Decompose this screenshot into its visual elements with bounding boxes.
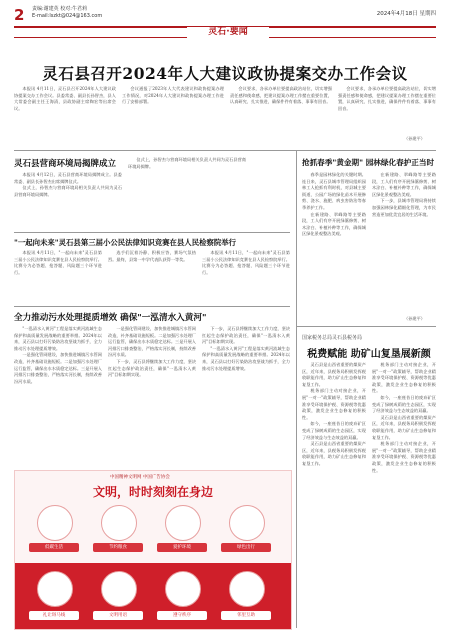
poster-label: 绿色出行 [221,543,271,552]
headline-greening: 抢抓春季"黄金期" 园林绿化春护正当时 [302,158,435,167]
paragraph: 如今，一座座昔日的废弃矿区变成了绿树成荫的生态园区，实现了经济效益与生态效益的双赢。 [372,394,436,414]
paragraph: 灵石县是山西省重要的煤炭产区，近年来，县税务局积极发挥税收职能作用，助力矿山生态修复和复垦工作。 [302,362,366,387]
main-article-col1 [14,86,116,146]
paragraph: 税务部门主动对接企业，开展"一对一"政策辅导，帮助企业精准享受环境保护税、资源税等优惠政策，激发企业生态修复的积极性。 [372,441,436,473]
headline-law-contest: "一起向未来"灵石县第三届小公民法律知识竞赛在县人民检察院举行 [14,238,237,247]
business-bureau-text-2 [128,157,246,229]
tax-col1 [302,362,366,628]
paragraph: 灵石县是山西省重要的煤炭产区，近年来，县税务局积极发挥税收职能作用，助力矿山生态修复和复垦工作。 [372,414,436,440]
greening-author: （孙建平） [404,316,425,321]
headline-sewage: 全力推动污水处理提质增效 确保"一泓清水入黄河" [14,313,207,323]
poster-label: 节约粮食 [93,543,143,552]
main-article-col2 [122,86,224,146]
civility-poster [14,470,292,630]
poster-label: 低碳生活 [29,543,79,552]
paragraph: 一是强化管网建设，加快推进城镇污水管网改造，补齐基础设施短板。二是加强污水处理厂运行监管，确保出水水质稳定达标。三是开展入河排污口排查整治，严格落实河长制，持续改善汾河水质。 [14,352,102,384]
business-bureau-text [14,172,122,228]
paragraph: 会议通报了2023年人大代表建议和政协提案办理工作情况，对2024年人大建议和政协提案办理工作进行了安排部署。 [122,86,224,105]
headline-tax: 税费赋能 助矿山复垦展新颜 [307,349,431,360]
paragraph: 税务部门主动对接企业，开展"一对一"政策辅导，帮助企业精准享受环境保护税、资源税等优惠政策，激发企业生态修复的积极性。 [372,362,436,394]
main-article-col4 [338,86,436,128]
greening-col2 [372,172,436,312]
paragraph: 春季是园林绿化的关键时期。连日来，灵石县城市管理局组织园林工人抢抓有利时机，对县城主要街道、公园广场的绿化苗木开展修剪、浇水、施肥、病虫害防治等春季养护工作。 [302,172,366,210]
paragraph: 仪式上，孙智杰与营商环境局相关负责人共同为灵石县营商环境局揭牌。 [128,157,246,169]
editor-line: 责编:谢建英 校对:牛君莉 [32,6,87,12]
paragraph: 一是强化管网建设，加快推进城镇污水管网改造，补齐基础设施短板。二是加强污水处理厂运行监管，确保出水水质稳定达标。三是开展入河排污口排查整治，严格落实河长制，持续改善汾河水质。 [108,326,196,358]
poster-title: 文明，时时刻刻在身边 [92,485,213,499]
divider [14,232,290,233]
page-header [0,0,450,44]
greening-col1 [302,172,366,312]
divider [296,326,436,327]
poster-label: 礼让斑马线 [29,611,79,620]
paragraph: 在新建路、翠峰路等主要路段，工人们有序开展绿篱修剪、树木涂白、补植补种等工作，确保城区绿化景观整洁美观。 [302,211,366,237]
poster-icon-5 [37,571,73,607]
paragraph: 选手们沉着冷静、积极应答，赛场气氛热烈。最终，县第一中学代表队获得一等奖。 [108,250,196,262]
law-contest-col1 [14,250,102,302]
email-line: E-mail:lszkt@024@163.com [32,13,103,19]
section-title: 灵石·要闻 [187,27,269,38]
paragraph: 会议要求，各承办单位要提高政治站位，切实增强责任感和使命感，把建议提案办理工作摆在重要位置，认真研究、扎实推进，确保件件有着落、事事有回音。 [338,86,436,111]
poster-icon-6 [101,571,137,607]
tax-col2 [372,362,436,628]
paragraph: 在新建路、翠峰路等主要路段，工人们有序开展绿篱修剪、树木涂白、补植补种等工作，确保城区绿化景观整洁美观。 [372,172,436,197]
paragraph: 如今，一座座昔日的废弃矿区变成了绿树成荫的生态园区，实现了经济效益与生态效益的双赢。 [302,421,366,440]
divider [14,306,290,307]
headline-business-bureau: 灵石县营商环境局揭牌成立 [14,159,117,169]
poster-icon-2 [101,505,137,541]
issue-date: 2024年4月18日 星期四 [376,11,436,17]
poster-icon-7 [165,571,201,607]
poster-logo: 中国精神文明网 中国广告协会 [110,475,170,480]
paragraph: 本报讯 4月11日，灵石县召开2024年人大建议政协提案交办工作会议。县委常委、副县长孙智杰，县人大常委会副主任王海清，县政协副主席陶宏等出席会议。 [14,86,116,111]
main-headline: 灵石县召开2024年人大建议政协提案交办工作会议 [42,64,408,83]
sewage-col1 [14,326,102,462]
main-article-author: （孙建平） [404,136,425,141]
paragraph: 下一步，灵石县将继续加大工作力度，坚决扛起生态保护政治责任，确保"一泓清水入黄河"目标如期实现。 [202,326,290,345]
paragraph: "一泓清水入黄河"工程是落实黄河流域生态保护和高质量发展战略的重要举措。2024年以来，灵石县以打好污染防治攻坚战为抓手，全力推动污水处理提质增效。 [202,345,290,371]
paragraph: 下一步，灵石县将继续加大工作力度，坚决扛起生态保护政治责任，确保"一泓清水入黄河"目标如期实现。 [108,358,196,378]
poster-icon-1 [37,505,73,541]
poster-label: 邻里互助 [221,611,271,620]
poster-icon-8 [229,571,265,607]
paragraph: 本报讯 4月12日，灵石县营商环境局揭牌成立。县委常委、副县长孙智杰出席揭牌仪式。 [14,172,122,184]
editor-info [32,6,102,20]
divider [14,150,436,151]
tax-kicker: 国家税务总局灵石县税务局 [302,335,363,341]
paragraph: "一泓清水入黄河"工程是落实黄河流域生态保护和高质量发展战略的重要举措。2024年以来，灵石县以打好污染防治攻坚战为抓手，全力推动污水处理提质增效。 [14,326,102,351]
law-contest-col2 [108,250,196,302]
poster-icon-4 [229,505,265,541]
page-number: 2 [14,6,25,24]
sewage-col3 [202,326,290,462]
paragraph: 下一步，县城市管理局将持续加强园林绿化精细化管理，为市民营造更加优美宜居的生活环境。 [372,198,436,217]
paragraph: 仪式上，孙智杰与营商环境局相关负责人共同为灵石县营商环境局揭牌。 [14,185,122,197]
sewage-col2 [108,326,196,462]
poster-red-band [15,563,291,629]
poster-label: 爱护环境 [157,543,207,552]
column-divider [296,150,297,628]
paragraph: 税务部门主动对接企业，开展"一对一"政策辅导，帮助企业精准享受环境保护税、资源税等优惠政策，激发企业生态修复的积极性。 [302,388,366,420]
paragraph: 灵石县是山西省重要的煤炭产区，近年来，县税务局积极发挥税收职能作用，助力矿山生态修复和复垦工作。 [302,441,366,466]
paragraph: 本报讯 4月11日，"一起向未来"灵石县第三届小公民法律知识竞赛在县人民检察院举行。比赛分为必答题、抢答题、风险题三个环节进行。 [202,250,290,275]
main-article-col3 [230,86,332,146]
law-contest-col3 [202,250,290,302]
poster-label: 文明用语 [93,611,143,620]
paragraph: 会议要求，各承办单位要提高政治站位，切实增强责任感和使命感，把建议提案办理工作摆在重要位置，认真研究、扎实推进，确保件件有着落、事事有回音。 [230,86,332,105]
paragraph: 本报讯 4月11日，"一起向未来"灵石县第三届小公民法律知识竞赛在县人民检察院举行。比赛分为必答题、抢答题、风险题三个环节进行。 [14,250,102,275]
poster-label: 遵守秩序 [157,611,207,620]
poster-icon-3 [165,505,201,541]
